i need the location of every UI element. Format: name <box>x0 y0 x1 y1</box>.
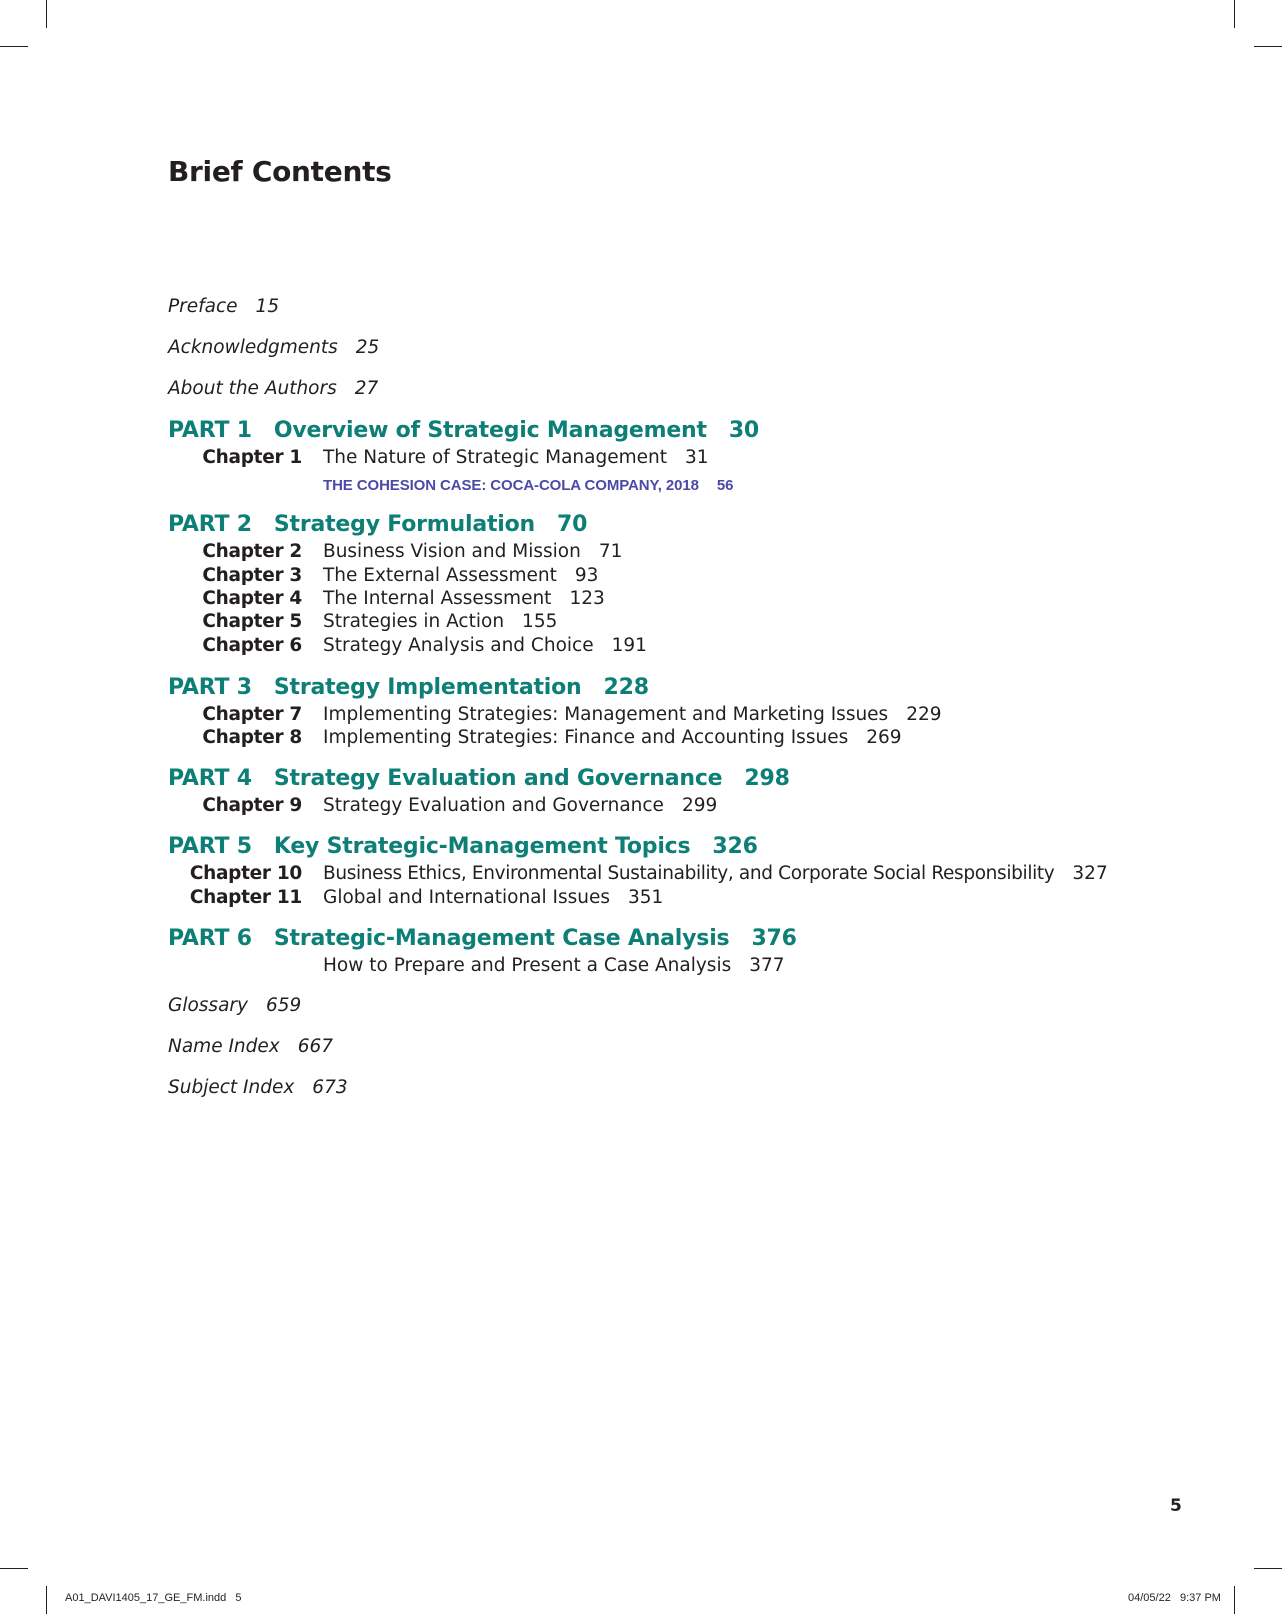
chapter-page: 31 <box>685 447 709 468</box>
toc-chapter-1[interactable] <box>168 447 709 468</box>
entry-page: 25 <box>355 337 380 358</box>
chapter-page: 269 <box>866 727 902 748</box>
chapter-label: Chapter 4 <box>202 588 302 609</box>
part-title: Strategy Evaluation and Governance <box>273 766 723 791</box>
toc-chapter-11[interactable] <box>168 887 663 908</box>
chapter-title: Implementing Strategies: Management and Marketing Issues <box>323 704 889 725</box>
entry-page: 667 <box>297 1036 334 1057</box>
toc-case-analysis-entry[interactable] <box>168 955 785 976</box>
part-label: PART 6 <box>168 926 252 951</box>
toc-back-glossary[interactable] <box>168 995 301 1016</box>
toc-chapter-7[interactable] <box>168 704 942 725</box>
part-label: PART 1 <box>168 418 252 443</box>
chapter-page: 327 <box>1072 863 1108 884</box>
chapter-page: 229 <box>906 704 942 725</box>
page-title: Brief Contents <box>168 155 392 188</box>
toc-chapter-5[interactable] <box>168 611 557 632</box>
slug-timestamp: 04/05/22 9:37 PM <box>1128 1592 1221 1604</box>
entry-page: 27 <box>354 378 379 399</box>
part-title: Overview of Strategic Management <box>273 418 707 443</box>
entry-label: Subject Index <box>168 1077 295 1098</box>
toc-chapter-4[interactable] <box>168 588 605 609</box>
chapter-label: Chapter 7 <box>202 704 302 725</box>
toc-part-1[interactable] <box>168 418 759 443</box>
part-label: PART 3 <box>168 675 252 700</box>
entry-label: Glossary <box>168 995 248 1016</box>
crop-mark <box>46 0 47 28</box>
crop-mark <box>0 46 28 47</box>
entry-page: 659 <box>265 995 302 1016</box>
toc-chapter-2[interactable] <box>168 541 622 562</box>
chapter-page: 377 <box>749 955 785 976</box>
chapter-title: The Nature of Strategic Management <box>323 447 667 468</box>
chapter-page: 123 <box>569 588 605 609</box>
part-page: 326 <box>712 834 758 859</box>
page-number: 5 <box>1170 1496 1182 1516</box>
crop-mark <box>1254 46 1282 47</box>
chapter-page: 191 <box>611 635 647 656</box>
crop-mark <box>1254 1568 1282 1569</box>
part-title: Strategy Implementation <box>273 675 582 700</box>
toc-chapter-9[interactable] <box>168 795 717 816</box>
chapter-title: Strategy Evaluation and Governance <box>323 795 664 816</box>
cohesion-page: 56 <box>716 477 734 494</box>
slug-filename: A01_DAVI1405_17_GE_FM.indd 5 <box>65 1592 242 1604</box>
toc-back-name-index[interactable] <box>168 1036 333 1057</box>
toc-part-6[interactable] <box>168 926 797 951</box>
chapter-label: Chapter 3 <box>202 565 302 586</box>
part-page: 30 <box>728 418 760 443</box>
toc-cohesion-case[interactable] <box>323 477 733 494</box>
part-page: 298 <box>744 766 790 791</box>
chapter-title: Strategies in Action <box>323 611 505 632</box>
part-page: 228 <box>603 675 649 700</box>
entry-label: Acknowledgments <box>168 337 338 358</box>
chapter-page: 71 <box>598 541 623 562</box>
entry-label: About the Authors <box>168 378 337 399</box>
chapter-label: Chapter 11 <box>189 887 302 908</box>
part-page: 70 <box>557 512 588 537</box>
toc-part-2[interactable] <box>168 512 587 537</box>
toc-chapter-8[interactable] <box>168 727 902 748</box>
part-title: Strategic-Management Case Analysis <box>273 926 730 951</box>
toc-chapter-3[interactable] <box>168 565 598 586</box>
chapter-label: Chapter 5 <box>202 611 302 632</box>
part-label: PART 2 <box>168 512 252 537</box>
chapter-title: Implementing Strategies: Finance and Accounting Issues <box>323 727 849 748</box>
toc-part-5[interactable] <box>168 834 758 859</box>
chapter-title: Business Vision and Mission <box>323 541 581 562</box>
crop-mark <box>1234 1586 1235 1614</box>
chapter-label: Chapter 6 <box>202 635 302 656</box>
chapter-title: How to Prepare and Present a Case Analysis <box>323 955 732 976</box>
chapter-page: 155 <box>522 611 558 632</box>
part-label: PART 5 <box>168 834 252 859</box>
toc-chapter-6[interactable] <box>168 635 647 656</box>
crop-mark <box>0 1568 28 1569</box>
chapter-title: The External Assessment <box>323 565 557 586</box>
toc-part-3[interactable] <box>168 675 649 700</box>
entry-page: 15 <box>255 296 280 317</box>
crop-mark <box>46 1586 47 1614</box>
chapter-title: Strategy Analysis and Choice <box>323 635 594 656</box>
entry-label: Name Index <box>168 1036 280 1057</box>
crop-mark <box>1234 0 1235 28</box>
chapter-page: 93 <box>574 565 599 586</box>
toc-chapter-10[interactable] <box>168 863 1108 884</box>
chapter-page: 299 <box>681 795 718 816</box>
chapter-label: Chapter 1 <box>202 447 302 468</box>
chapter-title: Global and International Issues <box>323 887 611 908</box>
toc-front-acknowledgments[interactable] <box>168 337 379 358</box>
part-title: Key Strategic-Management Topics <box>273 834 691 859</box>
entry-label: Preface <box>168 296 238 317</box>
part-label: PART 4 <box>168 766 252 791</box>
cohesion-title: THE COHESION CASE: COCA-COLA COMPANY, 2018 <box>323 477 699 494</box>
part-title: Strategy Formulation <box>273 512 536 537</box>
toc-back-subject-index[interactable] <box>168 1077 348 1098</box>
toc-front-preface[interactable] <box>168 296 279 317</box>
chapter-label: Chapter 9 <box>202 795 302 816</box>
part-page: 376 <box>751 926 797 951</box>
toc-front-about-authors[interactable] <box>168 378 378 399</box>
chapter-label: Chapter 8 <box>202 727 302 748</box>
toc-part-4[interactable] <box>168 766 790 791</box>
entry-page: 673 <box>312 1077 348 1098</box>
chapter-label: Chapter 10 <box>189 863 302 884</box>
chapter-label: Chapter 2 <box>202 541 302 562</box>
chapter-page: 351 <box>628 887 664 908</box>
chapter-title: Business Ethics, Environmental Sustainability, and Corporate Social Responsibility <box>323 863 1055 884</box>
chapter-title: The Internal Assessment <box>323 588 552 609</box>
